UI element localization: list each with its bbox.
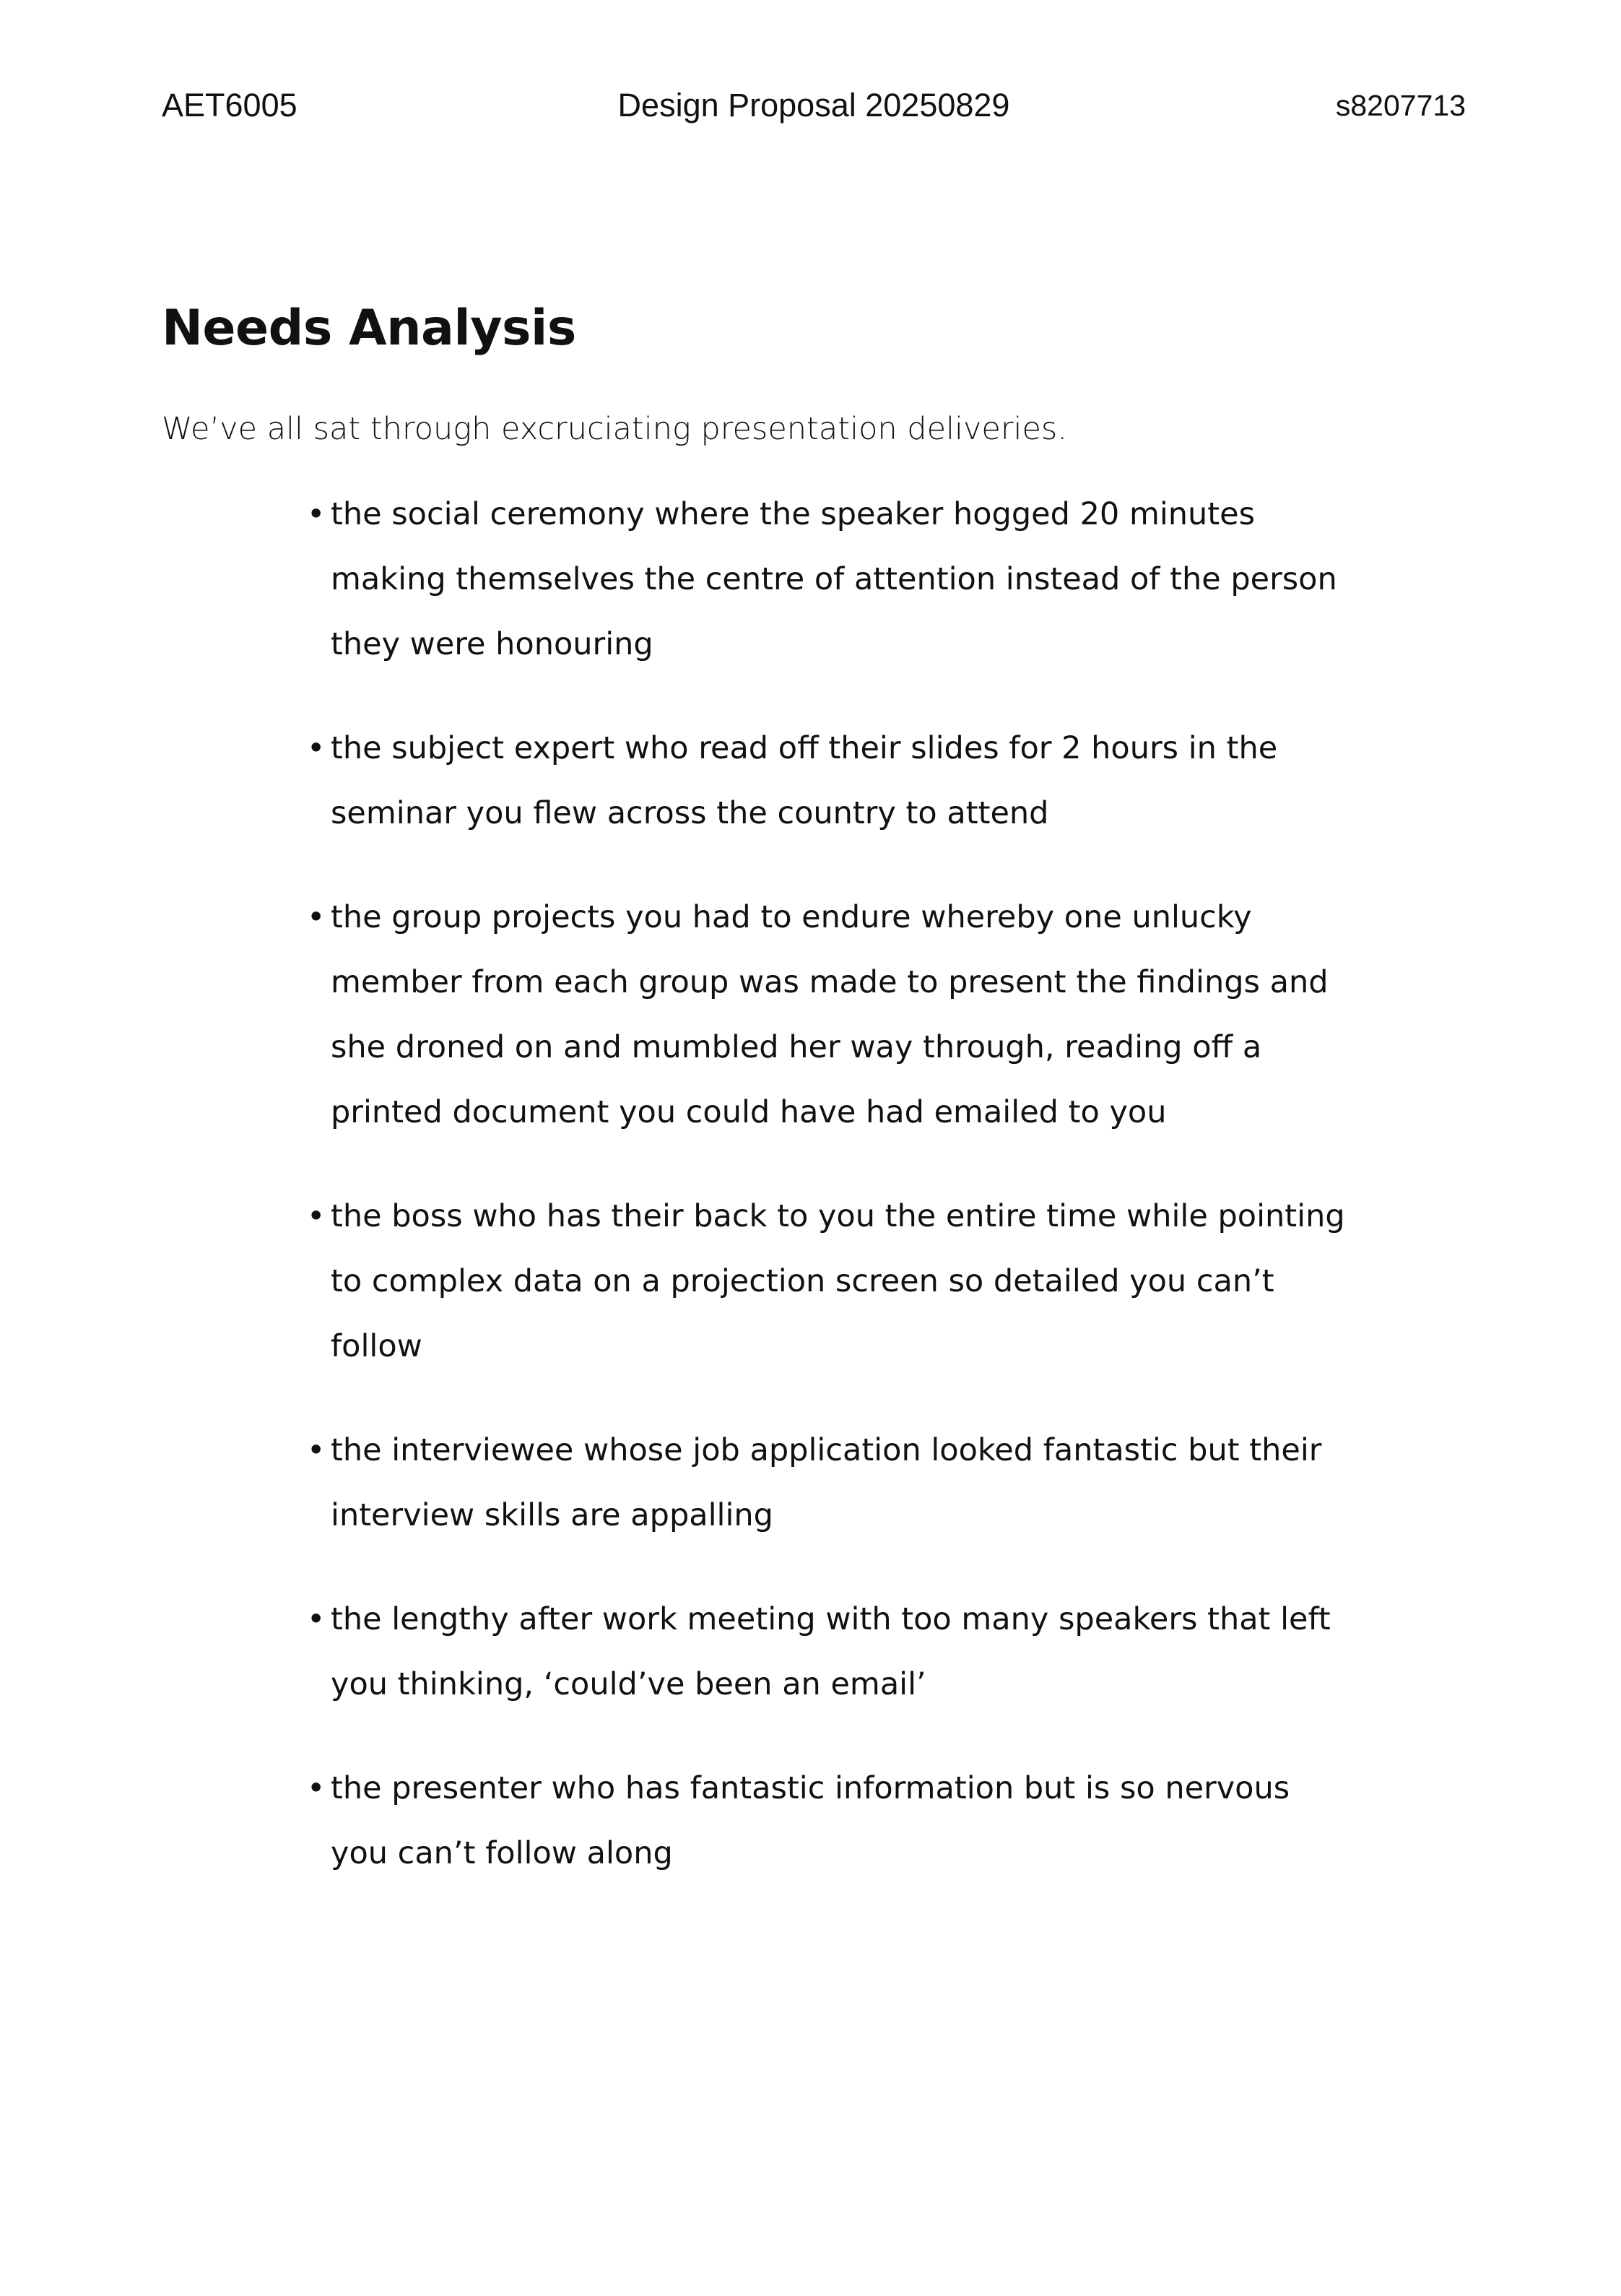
- page-header: [162, 87, 1466, 130]
- list-item: [162, 482, 1356, 677]
- list-item: [162, 1184, 1356, 1379]
- list-item-text: the subject expert who read off their slides for 2 hours in the seminar you flew across the country to attend: [331, 730, 1278, 831]
- list-item: [162, 716, 1356, 846]
- list-item-text: the interviewee whose job application looked fantastic but their interview skills are appalling: [331, 1432, 1322, 1533]
- section-heading: Needs Analysis: [162, 300, 576, 357]
- list-item: [162, 1756, 1356, 1886]
- list-item-text: the group projects you had to endure whereby one unlucky member from each group was made to present the findings and she droned on and mumbled her way through, reading off a printed document you could have had emailed to you: [331, 899, 1329, 1130]
- bullet-marker: •: [307, 899, 326, 935]
- bullet-marker: •: [307, 1432, 326, 1468]
- bullet-marker: •: [307, 1770, 326, 1806]
- bullet-marker: •: [307, 1198, 326, 1234]
- bullet-marker: •: [307, 496, 326, 532]
- bullet-list: [162, 482, 1345, 1886]
- list-item: [162, 1587, 1356, 1717]
- list-item-text: the boss who has their back to you the entire time while pointing to complex data on a projection screen so detailed you can’t follow: [331, 1198, 1345, 1364]
- list-item-text: the presenter who has fantastic information but is so nervous you can’t follow along: [331, 1770, 1290, 1871]
- list-item: [162, 1418, 1356, 1548]
- list-item-text: the lengthy after work meeting with too many speakers that left you thinking, ‘could’ve been an email’: [331, 1601, 1331, 1702]
- bullet-marker: •: [307, 730, 326, 766]
- list-item: [162, 885, 1356, 1145]
- document-body: [162, 293, 1345, 1925]
- bullet-marker: •: [307, 1601, 326, 1637]
- course-code: AET6005: [162, 87, 297, 124]
- list-item-text: the social ceremony where the speaker hogged 20 minutes making themselves the centre of attention instead of the person they were honouring: [331, 496, 1337, 662]
- student-id: s8207713: [1335, 89, 1466, 122]
- document-title: Design Proposal 20250829: [617, 87, 1010, 124]
- intro-paragraph: We’ve all sat through excruciating presentation deliveries.: [162, 411, 1067, 447]
